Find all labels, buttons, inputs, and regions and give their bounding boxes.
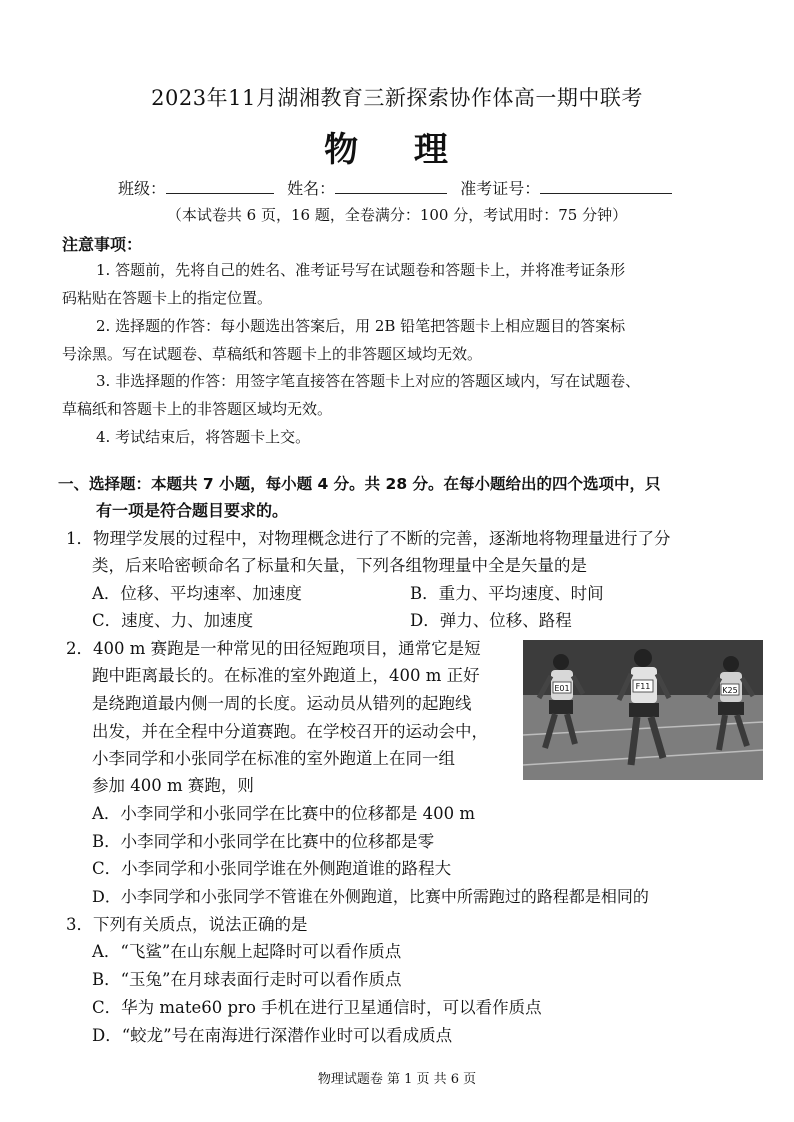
question-1-stem-cont: 类，后来哈密顿命名了标量和矢量，下列各组物理量中全是矢量的是 bbox=[92, 556, 587, 575]
q2-option-d: D．小李同学和小张同学不管谁在外侧跑道，比赛中所需跑过的路程都是相同的 bbox=[92, 887, 649, 906]
question-2-stem-cont: 出发，并在全程中分道赛跑。在学校召开的运动会中， bbox=[92, 722, 488, 741]
q3-option-a: A．“飞鲨”在山东舰上起降时可以看作质点 bbox=[92, 942, 402, 961]
class-blank bbox=[166, 179, 274, 194]
q2-option-c: C．小李同学和小张同学谁在外侧跑道谁的路程大 bbox=[92, 859, 452, 878]
note-line: 3. 非选择题的作答：用签字笔直接答在答题卡上对应的答题区域内，写在试题卷、 bbox=[96, 372, 641, 390]
question-2-stem-cont: 参加 400 m 赛跑，则 bbox=[92, 776, 254, 795]
exam-info: （本试卷共 6 页，16 题，全卷满分：100 分，考试用时：75 分钟） bbox=[166, 206, 628, 224]
q1-option-d: D．弹力、位移、路程 bbox=[410, 611, 572, 630]
runners-illustration bbox=[523, 640, 763, 780]
bib-number: K25 bbox=[722, 686, 738, 695]
name-blank bbox=[335, 179, 447, 194]
exam-title: 2023年11月湖湘教育三新探索协作体高一期中联考 bbox=[151, 86, 643, 110]
note-line: 4. 考试结束后，将答题卡上交。 bbox=[96, 428, 311, 446]
subject-title: 物 理 bbox=[324, 130, 470, 170]
runners-photo bbox=[523, 640, 763, 780]
section-heading-cont: 有一项是符合题目要求的。 bbox=[96, 501, 289, 520]
question-2-stem-cont: 是绕跑道最内侧一周的长度。运动员从错列的起跑线 bbox=[92, 694, 472, 713]
q1-option-c: C．速度、力、加速度 bbox=[92, 611, 254, 630]
q3-option-c: C．华为 mate60 pro 手机在进行卫星通信时，可以看作质点 bbox=[92, 998, 542, 1017]
class-label: 班级： bbox=[118, 179, 167, 198]
q3-option-b: B．“玉兔”在月球表面行走时可以看作质点 bbox=[92, 970, 402, 989]
q3-option-d: D．“蛟龙”号在南海进行深潜作业时可以看成质点 bbox=[92, 1026, 453, 1045]
question-1-stem: 1．物理学发展的过程中，对物理概念进行了不断的完善，逐渐地将物理量进行了分 bbox=[66, 529, 671, 548]
question-2-stem-cont: 小李同学和小张同学在标准的室外跑道上在同一组 bbox=[92, 749, 455, 768]
q2-option-a: A．小李同学和小张同学在比赛中的位移都是 400 m bbox=[92, 804, 476, 823]
note-line: 2. 选择题的作答：每小题选出答案后，用 2B 铅笔把答题卡上相应题目的答案标 bbox=[96, 317, 626, 335]
id-label: 准考证号： bbox=[460, 179, 541, 198]
bib-number: E01 bbox=[554, 684, 570, 693]
question-2-stem-cont: 跑中距离最长的。在标准的室外跑道上，400 m 正好 bbox=[92, 666, 480, 685]
section-heading: 一、选择题：本题共 7 小题，每小题 4 分。共 28 分。在每小题给出的四个选项中，只 bbox=[58, 475, 661, 493]
note-line: 1. 答题前，先将自己的姓名、准考证号写在试题卷和答题卡上，并将准考证条形 bbox=[96, 261, 626, 279]
note-line: 号涂黑。写在试题卷、草稿纸和答题卡上的非答题区域均无效。 bbox=[62, 345, 483, 363]
page-footer: 物理试题卷 第 1 页 共 6 页 bbox=[317, 1072, 477, 1087]
bib-number: F11 bbox=[635, 682, 651, 691]
question-2-stem: 2．400 m 赛跑是一种常见的田径短跑项目，通常它是短 bbox=[66, 639, 481, 658]
question-3-stem: 3．下列有关质点，说法正确的是 bbox=[66, 915, 308, 934]
q1-option-b: B．重力、平均速度、时间 bbox=[410, 584, 604, 603]
note-line: 码粘贴在答题卡上的指定位置。 bbox=[62, 289, 273, 307]
student-info-row bbox=[118, 176, 672, 199]
notes-heading: 注意事项： bbox=[62, 235, 143, 254]
note-line: 草稿纸和答题卡上的非答题区域均无效。 bbox=[62, 400, 333, 418]
name-label: 姓名： bbox=[287, 179, 336, 198]
q1-option-a: A．位移、平均速率、加速度 bbox=[92, 584, 302, 603]
id-blank bbox=[540, 179, 672, 194]
q2-option-b: B．小李同学和小张同学在比赛中的位移都是零 bbox=[92, 832, 435, 851]
